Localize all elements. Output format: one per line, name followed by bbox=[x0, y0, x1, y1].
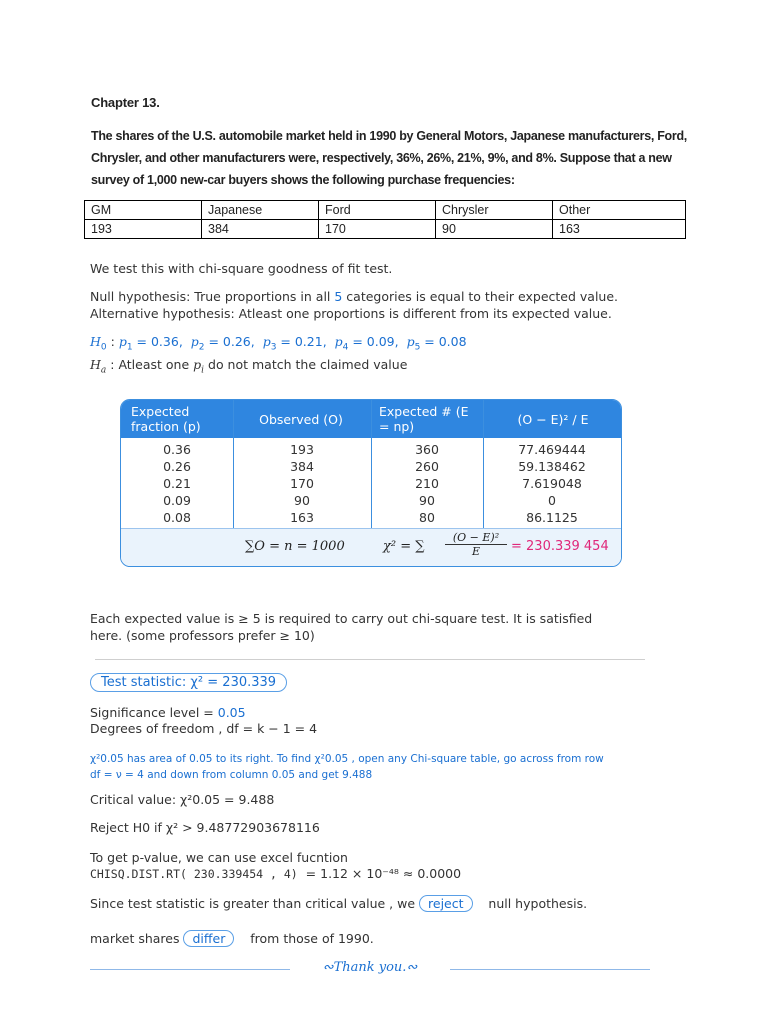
fraction-cell: 0.36 bbox=[163, 442, 191, 457]
significance-level bbox=[90, 705, 246, 720]
test-statistic-pill: Test statistic: χ² = 230.339 bbox=[90, 673, 287, 692]
header-contribution: (O − E)² / E bbox=[517, 411, 589, 427]
contribution-cell: 86.1125 bbox=[526, 510, 578, 525]
expected-cell: 90 bbox=[419, 493, 435, 508]
chi-table-note-line-1: χ²0.05 has area of 0.05 to its right. To find χ²0.05 , open any Chi-square table, go across from row bbox=[90, 753, 604, 765]
p-subscript: 3 bbox=[270, 342, 277, 353]
fraction-cell: 0.08 bbox=[163, 510, 191, 525]
header-expected-fraction: Expected fraction (p) bbox=[131, 404, 201, 434]
fraction-cell: 0.21 bbox=[163, 476, 191, 491]
reject-pill: reject bbox=[419, 895, 473, 912]
p-symbol: p bbox=[118, 334, 127, 349]
frequency-value-row bbox=[85, 220, 686, 239]
divider bbox=[95, 659, 645, 660]
expected-cell: 260 bbox=[415, 459, 439, 474]
frequency-header-row bbox=[85, 201, 686, 220]
table-row bbox=[121, 476, 621, 493]
h0-symbol: H bbox=[90, 334, 101, 349]
null-hyp-text-end: categories is equal to their expected value. bbox=[342, 289, 619, 304]
chi-fraction-bottom: E bbox=[471, 545, 481, 558]
calc-table-footer bbox=[121, 528, 621, 567]
fraction-cell: 0.26 bbox=[163, 459, 191, 474]
p-value: 0.08 bbox=[438, 334, 467, 349]
chapter-title: Chapter 13. bbox=[91, 95, 160, 110]
table-row bbox=[121, 510, 621, 527]
reject-rule: Reject H0 if χ² > 9.48772903678116 bbox=[90, 820, 320, 835]
frequency-table bbox=[84, 200, 686, 239]
conclusion bbox=[90, 895, 587, 912]
table-cell: 193 bbox=[85, 220, 202, 239]
expected-cell: 210 bbox=[415, 476, 439, 491]
table-cell: Chrysler bbox=[436, 201, 553, 220]
observed-cell: 384 bbox=[290, 459, 314, 474]
p-value: 0.36 bbox=[150, 334, 179, 349]
table-cell: GM bbox=[85, 201, 202, 220]
final-text-end: from those of 1990. bbox=[250, 931, 374, 946]
table-cell: Other bbox=[553, 201, 686, 220]
contribution-cell: 77.469444 bbox=[518, 442, 586, 457]
table-row bbox=[121, 493, 621, 510]
p-subscript: 2 bbox=[198, 342, 205, 353]
sum-observed: ∑O = n = 1000 bbox=[245, 539, 345, 554]
null-hyp-text: Null hypothesis: True proportions in all bbox=[90, 289, 335, 304]
differ-pill: differ bbox=[183, 930, 234, 947]
chi-fraction bbox=[445, 531, 507, 558]
conclusion-text: Since test statistic is greater than critical value , we bbox=[90, 896, 420, 911]
p-value: 0.26 bbox=[222, 334, 251, 349]
table-row bbox=[121, 442, 621, 459]
observed-cell: 193 bbox=[290, 442, 314, 457]
problem-statement: The shares of the U.S. automobile market held in 1990 by General Motors, Japanese manufacturers, Ford, Chrysler, and other manufacturers were, respectively, 36%, 26%, 21%, 9%, and 8%. Suppose that a new survey of 1,000 new-car buyers shows the following purchase frequencies: bbox=[91, 129, 687, 187]
p-symbol: p bbox=[262, 334, 271, 349]
chi-table-note-line-2: df = ν = 4 and down from column 0.05 and get 9.488 bbox=[90, 769, 373, 781]
pvalue-result: = 1.12 × 10⁻⁴⁸ ≈ 0.0000 bbox=[305, 866, 462, 881]
test-intro: We test this with chi-square goodness of fit test. bbox=[90, 261, 393, 276]
p-value: 0.09 bbox=[366, 334, 395, 349]
table-row bbox=[121, 459, 621, 476]
p-subscript: 5 bbox=[414, 342, 421, 353]
p-subscript: 4 bbox=[342, 342, 349, 353]
pi-subscript: i bbox=[201, 365, 205, 376]
significance-label: Significance level = bbox=[90, 705, 218, 720]
fraction-cell: 0.09 bbox=[163, 493, 191, 508]
category-count: 5 bbox=[334, 289, 343, 304]
p-subscript: 1 bbox=[126, 342, 133, 353]
significance-value: 0.05 bbox=[217, 705, 246, 720]
contribution-cell: 7.619048 bbox=[522, 476, 582, 491]
null-hypothesis bbox=[90, 289, 618, 304]
pi-symbol: p bbox=[193, 357, 202, 372]
ha-text-end: do not match the claimed value bbox=[204, 357, 408, 372]
observed-cell: 170 bbox=[290, 476, 314, 491]
expected-cell: 360 bbox=[415, 442, 439, 457]
header-observed: Observed (O) bbox=[259, 411, 343, 427]
excel-function: CHISQ.DIST.RT( 230.339454 , 4) bbox=[90, 867, 298, 881]
ornament-icon: ∾ bbox=[406, 960, 418, 975]
p-symbol: p bbox=[190, 334, 199, 349]
thank-you-footer bbox=[90, 960, 650, 980]
ha-text: : Atleast one bbox=[106, 357, 194, 372]
header-expected-count: Expected # (E = np) bbox=[379, 404, 469, 434]
pvalue-intro: To get p-value, we can use excel fucntion bbox=[90, 850, 348, 865]
requirement-line-1: Each expected value is ≥ 5 is required to carry out chi-square test. It is satisfied bbox=[90, 611, 593, 626]
observed-cell: 90 bbox=[294, 493, 310, 508]
chi-square-calculation-table bbox=[120, 399, 622, 567]
degrees-of-freedom: Degrees of freedom , df = k − 1 = 4 bbox=[90, 721, 318, 736]
pvalue-line bbox=[90, 866, 461, 881]
ha-subscript: a bbox=[100, 365, 107, 376]
critical-value: Critical value: χ²0.05 = 9.488 bbox=[90, 792, 275, 807]
ha-symbol: H bbox=[90, 357, 101, 372]
contribution-cell: 0 bbox=[548, 493, 556, 508]
h0-subscript: 0 bbox=[100, 342, 107, 353]
p-value: 0.21 bbox=[294, 334, 323, 349]
table-cell: Japanese bbox=[202, 201, 319, 220]
contribution-cell: 59.138462 bbox=[518, 459, 586, 474]
ornament-icon: ∾ bbox=[322, 960, 334, 975]
expected-cell: 80 bbox=[419, 510, 435, 525]
table-cell: 163 bbox=[553, 220, 686, 239]
table-cell: 90 bbox=[436, 220, 553, 239]
table-cell: Ford bbox=[319, 201, 436, 220]
chi-square-symbol: χ² = ∑ bbox=[383, 539, 425, 554]
final-statement bbox=[90, 930, 374, 947]
table-cell: 170 bbox=[319, 220, 436, 239]
h0-separator: : bbox=[106, 334, 119, 349]
chi-fraction-top: (O − E)² bbox=[445, 531, 507, 545]
observed-cell: 163 bbox=[290, 510, 314, 525]
requirement-line-2: here. (some professors prefer ≥ 10) bbox=[90, 628, 315, 643]
p-symbol: p bbox=[406, 334, 415, 349]
chi-square-result: = 230.339 454 bbox=[511, 539, 609, 554]
conclusion-text-end: null hypothesis. bbox=[488, 896, 588, 911]
p-symbol: p bbox=[334, 334, 343, 349]
thank-you-text bbox=[295, 960, 445, 975]
alternative-hypothesis: Alternative hypothesis: Atleast one proportions is different from its expected value. bbox=[90, 306, 612, 321]
test-statistic bbox=[90, 673, 287, 692]
table-cell: 384 bbox=[202, 220, 319, 239]
h0-statement: $H_0$ : $p_1 = 0.36$, $p_2 = 0.26$, $p_3 = 0.21$, $p_4 = 0.09$, $p_5 = 0.08$ bbox=[90, 334, 467, 353]
final-text: market shares bbox=[90, 931, 184, 946]
thank-you-label: Thank you. bbox=[333, 960, 407, 975]
ha-statement bbox=[90, 357, 407, 376]
